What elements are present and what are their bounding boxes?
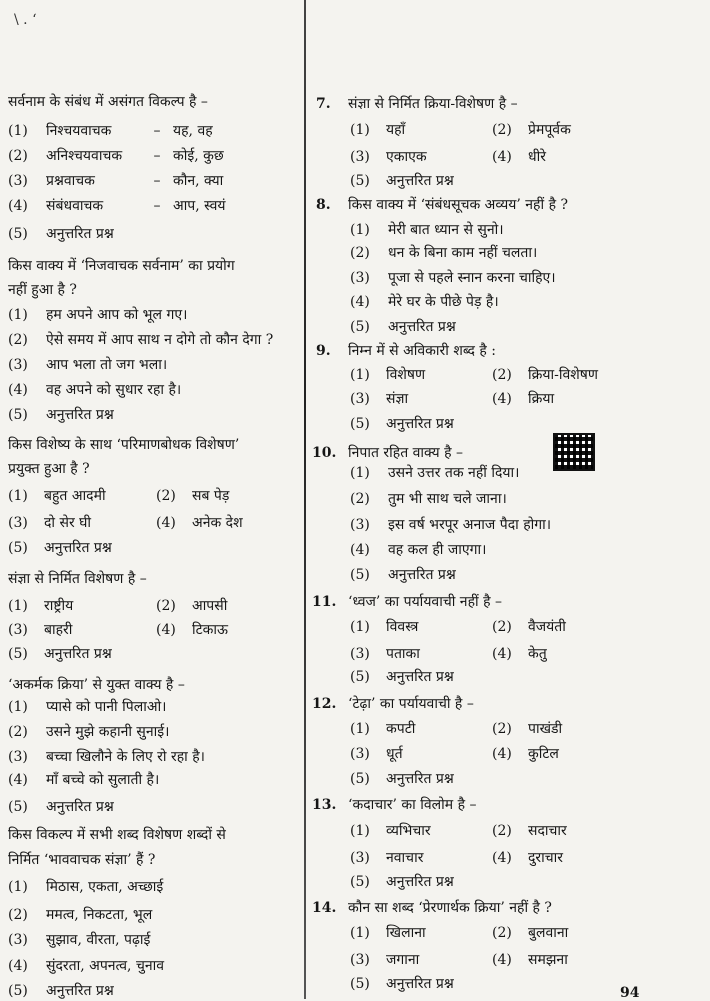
option-number: (2) <box>492 823 512 839</box>
option-example: यह, वह <box>173 123 213 139</box>
option-number: (1) <box>350 721 370 737</box>
option-text: धन के बिना काम नहीं चलता। <box>388 245 538 261</box>
option-number: (4) <box>8 958 28 974</box>
option <box>8 906 152 924</box>
option-text: मेरी बात ध्यान से सुनो। <box>388 222 504 238</box>
option-text: पूजा से पहले स्नान करना चाहिए। <box>388 270 556 286</box>
option-example: कोई, कुछ <box>173 148 224 164</box>
option-number: (2) <box>350 491 370 507</box>
option-number: (3) <box>8 515 28 531</box>
option-text: अनुत्तरित प्रश्न <box>386 173 454 189</box>
option-number: (3) <box>350 517 370 533</box>
option <box>8 172 223 190</box>
option-text: ममत्व, निकटता, भूल <box>46 907 153 923</box>
option-text: बुलवाना <box>528 925 569 941</box>
option-text: प्रेमपूर्वक <box>528 122 571 138</box>
question-stem: निर्मित ‘भाववाचक संज्ञा’ हैं ? <box>8 852 156 868</box>
option-number: (5) <box>350 416 370 432</box>
option <box>8 698 166 716</box>
option-text: अनुत्तरित प्रश्न <box>388 567 456 583</box>
option <box>350 566 456 584</box>
question-stem: नहीं हुआ है ? <box>8 282 77 298</box>
column-divider <box>304 0 306 999</box>
option <box>350 390 408 408</box>
question-stem: ‘कदाचार’ का विलोम है – <box>348 797 477 813</box>
option-text: राष्ट्रीय <box>44 598 74 614</box>
option-text: अनुत्तरित प्रश्न <box>388 319 456 335</box>
option-text: माँ बच्चे को सुलाती है। <box>46 772 160 788</box>
option <box>492 645 547 663</box>
option <box>350 770 454 788</box>
option-number: (4) <box>8 772 28 788</box>
option-number: (3) <box>8 749 28 765</box>
option-number: (3) <box>8 173 28 189</box>
option <box>8 225 141 243</box>
option-number: (1) <box>8 598 28 614</box>
question-stem: किस विकल्प में सभी शब्द विशेषण शब्दों से <box>8 827 226 843</box>
option <box>350 975 454 993</box>
option <box>156 597 227 615</box>
option-text: संबंधवाचक <box>46 198 104 214</box>
option <box>492 366 598 384</box>
option-number: (4) <box>492 149 512 165</box>
option-number: (1) <box>350 122 370 138</box>
option-number: (5) <box>8 983 28 999</box>
option <box>492 849 563 867</box>
option-number: (3) <box>8 622 28 638</box>
option-text: अनिश्चयवाचक <box>46 148 123 164</box>
option-text: अनुत्तरित प्रश्न <box>386 976 454 992</box>
option <box>350 822 431 840</box>
option-number: (5) <box>350 669 370 685</box>
option-number: (5) <box>8 407 28 423</box>
option-number: (4) <box>350 542 370 558</box>
option-text: एकाएक <box>386 149 427 165</box>
option <box>8 748 205 766</box>
option <box>492 390 554 408</box>
option-text: धूर्त <box>386 746 403 762</box>
option-text: बच्चा खिलौने के लिए रो रहा है। <box>46 749 205 765</box>
option-text: प्यासे को पानी पिलाओ। <box>46 699 167 715</box>
option <box>8 539 112 557</box>
question-number: 10. <box>312 445 337 461</box>
option <box>8 197 226 215</box>
option-number: (2) <box>492 925 512 941</box>
option-text: विशेषण <box>386 367 426 383</box>
option <box>492 822 567 840</box>
option-text: वह कल ही जाएगा। <box>388 542 487 558</box>
option-number: (2) <box>492 721 512 737</box>
option <box>350 720 415 738</box>
option-number: (4) <box>8 198 28 214</box>
option-text: वैजयंती <box>528 619 566 635</box>
option-number: (5) <box>8 540 28 556</box>
option-text: अनुत्तरित प्रश्न <box>46 983 114 999</box>
option <box>8 878 163 896</box>
option <box>350 172 454 190</box>
option <box>8 723 169 741</box>
option-number: (1) <box>8 699 28 715</box>
option <box>8 771 159 789</box>
option-text: अनुत्तरित प्रश्न <box>44 540 112 556</box>
option-text: सुझाव, वीरता, पढ़ाई <box>46 932 151 948</box>
option-number: (1) <box>8 488 28 504</box>
option-number: (3) <box>350 149 370 165</box>
option-number: (3) <box>350 746 370 762</box>
option-number: (4) <box>492 952 512 968</box>
option <box>8 597 73 615</box>
option-example: आप, स्वयं <box>173 198 226 214</box>
option-number: (3) <box>350 952 370 968</box>
option-text: उसने उत्तर तक नहीं दिया। <box>388 465 520 481</box>
option <box>350 951 419 969</box>
question-stem: किस वाक्य में ‘निजवाचक सर्वनाम’ का प्रयोग <box>8 258 235 274</box>
option-text: विवस्त्र <box>386 619 419 635</box>
option-text: पाखंडी <box>528 721 563 737</box>
option-text: अनुत्तरित प्रश्न <box>46 226 114 242</box>
option-number: (5) <box>350 173 370 189</box>
option-text: बहुत आदमी <box>44 488 106 504</box>
option-number: (4) <box>492 391 512 407</box>
option <box>350 618 418 636</box>
question-stem: निपात रहित वाक्य है – <box>348 445 463 461</box>
option-number: (5) <box>350 319 370 335</box>
option-number: (2) <box>8 724 28 740</box>
option-text: नवाचार <box>386 850 424 866</box>
option <box>350 318 456 336</box>
option-text: कपटी <box>386 721 416 737</box>
option <box>350 244 537 262</box>
question-stem: किस विशेष्य के साथ ‘परिमाणबोधक विशेषण’ <box>8 437 240 453</box>
option-text: अनुत्तरित प्रश्न <box>386 874 454 890</box>
option-text: संज्ञा <box>386 391 409 407</box>
option <box>492 121 571 139</box>
question-stem: ‘अकर्मक क्रिया’ से युक्त वाक्य है – <box>8 677 185 693</box>
question-stem: सर्वनाम के संबंध में असंगत विकल्प है – <box>8 94 208 110</box>
option-text: दो सेर घी <box>44 515 92 531</box>
option <box>350 293 499 311</box>
option <box>350 541 486 559</box>
option <box>350 121 405 139</box>
option-text: मेरे घर के पीछे पेड़ है। <box>388 294 499 310</box>
question-number: 7. <box>316 96 331 112</box>
scan-marks: \ . ‘ <box>14 12 37 28</box>
question-stem: संज्ञा से निर्मित विशेषण है – <box>8 571 147 587</box>
option-number: (3) <box>350 850 370 866</box>
question-number: 13. <box>312 797 337 813</box>
option-number: (1) <box>8 307 28 323</box>
option-text: केतु <box>528 646 547 662</box>
option-text: अनुत्तरित प्रश्न <box>44 646 112 662</box>
option-number: (2) <box>492 122 512 138</box>
option-number: (5) <box>8 646 28 662</box>
option-number: (1) <box>350 619 370 635</box>
option-text: जगाना <box>386 952 420 968</box>
option-number: (4) <box>492 746 512 762</box>
question-stem: कौन सा शब्द ‘प्रेरणार्थक क्रिया’ नहीं है ? <box>348 900 552 916</box>
option-number: (5) <box>8 799 28 815</box>
question-number: 14. <box>312 900 337 916</box>
option <box>156 514 243 532</box>
option-text: पताका <box>386 646 420 662</box>
option-number: (2) <box>492 367 512 383</box>
question-stem: किस वाक्य में ‘संबंधसूचक अव्यय’ नहीं है ? <box>348 197 568 213</box>
option-text: अनुत्तरित प्रश्न <box>386 669 454 685</box>
option <box>350 516 551 534</box>
option-number: (2) <box>8 148 28 164</box>
option-text: व्यभिचार <box>386 823 431 839</box>
option-number: (2) <box>156 598 176 614</box>
option <box>492 745 559 763</box>
option <box>350 148 427 166</box>
option <box>350 490 507 508</box>
option-text: क्रिया-विशेषण <box>528 367 598 383</box>
option <box>8 957 164 975</box>
option-text: आप भला तो जग भला। <box>46 357 168 373</box>
option-number: (1) <box>350 823 370 839</box>
option-text: उसने मुझे कहानी सुनाई। <box>46 724 170 740</box>
option <box>8 487 106 505</box>
option-text: सदाचार <box>528 823 567 839</box>
option-text: आपसी <box>192 598 228 614</box>
option-number: (4) <box>8 382 28 398</box>
option-dash: – <box>153 173 161 189</box>
option <box>492 951 568 969</box>
option-number: (3) <box>350 391 370 407</box>
option-number: (2) <box>8 332 28 348</box>
option-dash: – <box>153 148 161 164</box>
option-text: सुंदरता, अपनत्व, चुनाव <box>46 958 165 974</box>
option-text: हम अपने आप को भूल गए। <box>46 307 188 323</box>
option <box>350 221 504 239</box>
option <box>350 745 403 763</box>
option-number: (4) <box>156 515 176 531</box>
option-text: बाहरी <box>44 622 73 638</box>
page-number: 94 <box>620 985 640 1001</box>
option-number: (3) <box>8 932 28 948</box>
option-text: प्रश्नवाचक <box>46 173 95 189</box>
option-number: (4) <box>492 646 512 662</box>
option-number: (3) <box>350 646 370 662</box>
option-text: तुम भी साथ चले जाना। <box>388 491 507 507</box>
option <box>8 982 114 1000</box>
option <box>350 873 454 891</box>
option-number: (3) <box>8 357 28 373</box>
option-text: अनुत्तरित प्रश्न <box>46 407 114 423</box>
option <box>492 618 566 636</box>
option-number: (2) <box>492 619 512 635</box>
option-text: क्रिया <box>528 391 555 407</box>
question-stem: ‘टेढ़ा’ का पर्यायवाची है – <box>348 696 474 712</box>
option <box>350 269 556 287</box>
option <box>350 849 423 867</box>
option <box>8 147 224 165</box>
option-text: सब पेड़ <box>192 488 230 504</box>
option-text: निश्चयवाचक <box>46 123 112 139</box>
option <box>8 381 181 399</box>
option-text: अनुत्तरित प्रश्न <box>386 771 454 787</box>
option-number: (4) <box>350 294 370 310</box>
question-stem: निम्न में से अविकारी शब्द है : <box>348 343 497 359</box>
option <box>8 306 187 324</box>
option-dash: – <box>153 123 161 139</box>
option <box>492 924 568 942</box>
question-stem: ‘ध्वज’ का पर्यायवाची नहीं है – <box>348 594 502 610</box>
option <box>8 798 114 816</box>
option <box>8 514 91 532</box>
question-number: 9. <box>316 343 331 359</box>
option-number: (2) <box>8 907 28 923</box>
option <box>492 720 562 738</box>
option <box>350 415 454 433</box>
option <box>156 621 228 639</box>
option-number: (5) <box>350 874 370 890</box>
qr-code-icon <box>553 433 595 471</box>
option-number: (1) <box>350 222 370 238</box>
option <box>156 487 229 505</box>
option-number: (5) <box>350 567 370 583</box>
option <box>8 406 114 424</box>
question-stem: प्रयुक्त हुआ है ? <box>8 461 90 477</box>
option-text: अनेक देश <box>192 515 243 531</box>
option-number: (4) <box>492 850 512 866</box>
option-dash: – <box>153 198 161 214</box>
option-text: अनुत्तरित प्रश्न <box>46 799 114 815</box>
option-number: (5) <box>8 226 28 242</box>
option-text: कुटिल <box>528 746 559 762</box>
option-number: (3) <box>350 270 370 286</box>
option-text: ऐसे समय में आप साथ न दोगे तो कौन देगा ? <box>46 332 274 348</box>
option-number: (5) <box>350 771 370 787</box>
option <box>8 931 150 949</box>
question-number: 11. <box>312 594 337 610</box>
option-number: (4) <box>156 622 176 638</box>
option-text: इस वर्ष भरपूर अनाज पैदा होगा। <box>388 517 552 533</box>
option-text: दुराचार <box>528 850 564 866</box>
option-number: (1) <box>350 465 370 481</box>
option-text: अनुत्तरित प्रश्न <box>386 416 454 432</box>
option <box>492 148 546 166</box>
option-number: (1) <box>350 367 370 383</box>
option <box>350 668 454 686</box>
option <box>8 621 72 639</box>
question-stem: संज्ञा से निर्मित क्रिया-विशेषण है – <box>348 96 518 112</box>
option <box>350 924 426 942</box>
option <box>8 331 273 349</box>
option-text: समझना <box>528 952 568 968</box>
option-number: (5) <box>350 976 370 992</box>
option-text: यहाँ <box>386 122 406 138</box>
option <box>8 122 213 140</box>
option-text: मिठास, एकता, अच्छाई <box>46 879 164 895</box>
option-example: कौन, क्या <box>173 173 224 189</box>
option-number: (2) <box>156 488 176 504</box>
question-number: 12. <box>312 696 337 712</box>
option <box>350 366 425 384</box>
option-number: (1) <box>8 879 28 895</box>
option <box>350 464 519 482</box>
option-number: (2) <box>350 245 370 261</box>
option <box>8 356 167 374</box>
option-number: (1) <box>8 123 28 139</box>
option-text: टिकाऊ <box>192 622 229 638</box>
option <box>8 645 112 663</box>
question-number: 8. <box>316 197 331 213</box>
option-text: खिलाना <box>386 925 426 941</box>
option-number: (1) <box>350 925 370 941</box>
option <box>350 645 420 663</box>
option-text: धीरे <box>528 149 546 165</box>
option-text: वह अपने को सुधार रहा है। <box>46 382 182 398</box>
